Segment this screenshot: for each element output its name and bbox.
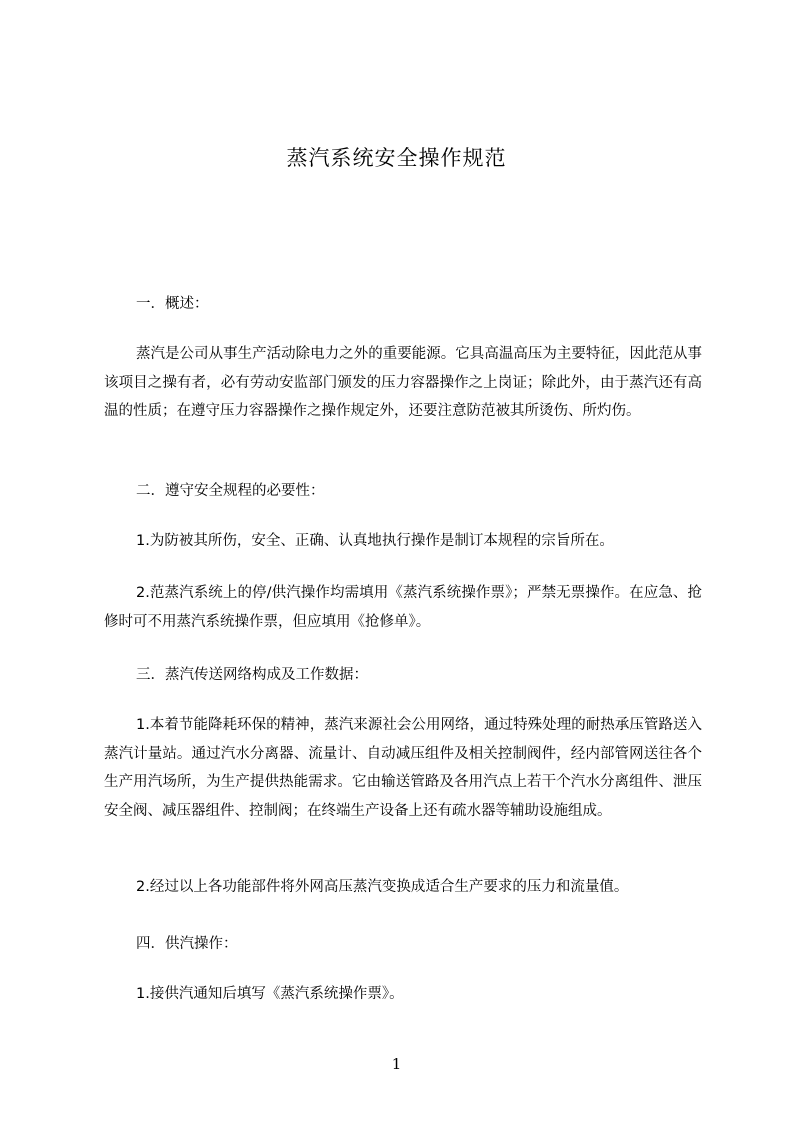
network-item-1: 1.本着节能降耗环保的精神，蒸汽来源社会公用网络，通过特殊处理的耐热承压管路送入蒸汽计量站。通过汽水分离器、流量计、自动减压组件及相关控制阀件，经内部管网送往各个生产用汽场所，为生产提供热能需求。它由输送管路及各用汽点上若干个汽水分离组件、泄压安全阀、减压器组件、控制阀；在终端生产设备上还有疏水器等辅助设施组成。	[104, 717, 702, 819]
section-heading-network: 三．蒸汽传送网络构成及工作数据：	[136, 667, 368, 683]
network-item-2: 2.经过以上各功能部件将外网高压蒸汽变换成适合生产要求的压力和流量值。	[136, 879, 629, 895]
section-heading-necessity: 二．遵守安全规程的必要性：	[136, 483, 325, 499]
page-number: 1	[391, 1055, 402, 1073]
necessity-item-1: 1.为防被其所伤，安全、正确、认真地执行操作是制订本规程的宗旨所在。	[136, 533, 614, 549]
necessity-item-2: 2.范蒸汽系统上的停/供汽操作均需填用《蒸汽系统操作票》；严禁无票操作。在应急、抢修时可不用蒸汽系统操作票，但应填用《抢修单》。	[104, 585, 702, 630]
section-heading-supply: 四．供汽操作：	[136, 936, 238, 952]
overview-paragraph: 蒸汽是公司从事生产活动除电力之外的重要能源。它具高温高压为主要特征，因此范从事该项目之操有者，必有劳动安监部门颁发的压力容器操作之上岗证；除此外，由于蒸汽还有高温的性质；在遵守压力容器操作之操作规定外，还要注意防范被其所烫伤、所灼伤。	[104, 346, 702, 420]
supply-item-1: 1.接供汽通知后填写《蒸汽系统操作票》。	[136, 986, 404, 1002]
section-heading-overview: 一．概述：	[136, 296, 209, 312]
document-title: 蒸汽系统安全操作规范	[286, 146, 507, 170]
